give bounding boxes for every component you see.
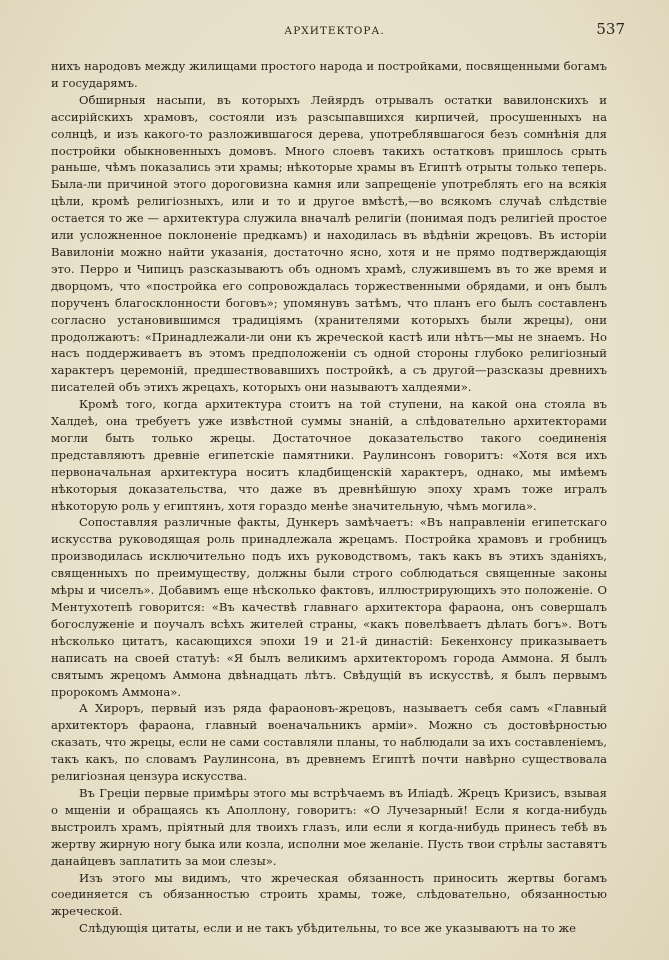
paragraph: Въ Греціи первые примѣры этого мы встрѣчаемъ въ Иліадѣ. Жрецъ Кризисъ, взывая о мщеніи и обращаясь къ Аполлону, говоритъ: «О Лучезарный! Если я когда-нибудь выстроилъ храмъ, пріятный для твоихъ глазъ, или если я когда-нибудь принесъ тебѣ въ жертву жирную ногу быка или козла, исполни мое желаніе. Пусть твои стрѣлы заставятъ данайцевъ заплатить за мои слезы». [51, 785, 607, 868]
paragraph: Кромѣ того, когда архитектура стоитъ на той ступени, на какой она стояла въ Халдеѣ, она требуетъ уже извѣстной суммы знаній, а слѣдовательно архитекторами могли быть только жрецы. Достаточное доказательство такого соединенія представляютъ древніе египетскіе памятники. Раулинсонъ говоритъ: «Хотя вся ихъ первоначальная архитектура носитъ кладбищенскій характеръ, однако, мы имѣемъ нѣкоторыя доказательства, что даже въ древнѣйшую эпоху храмъ тоже игралъ нѣкоторую роль у египтянъ, хотя гораздо менѣе значительную, чѣмъ могила». [51, 397, 607, 513]
paragraph-continued: нихъ народовъ между жилищами простого народа и постройками, посвященными богамъ и государямъ. [51, 59, 607, 90]
paragraph: Сопоставляя различные факты, Дункеръ замѣчаетъ: «Въ направленіи египетскаго искусства руководящая роль принадлежала жрецамъ. Постройка храмовъ и гробницъ производилась исключительно подъ ихъ руководствомъ, такъ какъ въ этихъ зданіяхъ, священныхъ по преимуществу, должны были строго соблюдаться священные законы мѣры и чиселъ». Добавимъ еще нѣсколько фактовъ, иллюстрирующихъ это положеніе. О Ментухотепѣ говорится: «Въ качествѣ главнаго архитектора фараона, онъ совершалъ богослуженіе и поучалъ всѣхъ жителей страны, «какъ повелѣваетъ дѣлать богъ». Вотъ нѣсколько цитатъ, касающихся эпохи 19 и 21-й династій: Бекенхонсу приказываетъ написать на своей статуѣ: «Я былъ великимъ архитекторомъ города Аммона. Я былъ святымъ жрецомъ Аммона двѣнадцать лѣтъ. Свѣдущій въ искусствѣ, я былъ первымъ пророкомъ Аммона». [51, 515, 607, 699]
page-header [40, 20, 629, 44]
paragraph: Слѣдующія цитаты, если и не такъ убѣдительны, то все же указываютъ на то же [79, 921, 577, 936]
paragraph: Изъ этого мы видимъ, что жреческая обязанность приносить жертвы богамъ соединяется съ обязанностью строить храмы, тоже, слѣдовательно, обязанностью жреческой. [51, 870, 607, 919]
body-text [51, 58, 607, 937]
paragraph: А Хироръ, первый изъ ряда фараоновъ-жрецовъ, называетъ себя самъ «Главный архитекторъ фараона, главный военачальникъ арміи». Можно съ достовѣрностью сказать, что жрецы, если не сами составляли планы, то наблюдали за ихъ составленіемъ, такъ какъ, по словамъ Раулинсона, въ древнемъ Египтѣ почти навѣрно существовала религіозная цензура искусства. [51, 701, 607, 784]
page-number: 537 [596, 20, 625, 38]
paragraph: Обширныя насыпи, въ которыхъ Лейярдъ отрывалъ остатки вавилонскихъ и ассирійскихъ храмовъ, состояли изъ разсыпавшихся кирпичей, просушенныхъ на солнцѣ, и изъ какого-то разложившагося дерева, употреблявшагося безъ сомнѣнія для постройки обыкновенныхъ домовъ. Много слоевъ такихъ остатковъ пришлось срыть раньше, чѣмъ показались эти храмы; нѣкоторые храмы въ Египтѣ отрыты только теперь. Была-ли причиной этого дороговизна камня или запрещеніе употреблять его на всякія цѣли, кромѣ религіозныхъ, или и то и другое вмѣстѣ,—во всякомъ случаѣ слѣдствіе остается то же — архитектура служила вначалѣ религіи (понимая подъ религіей простое или усложненное поклоненіе предкамъ) и находилась въ вѣдѣніи жрецовъ. Въ исторіи Вавилоніи можно найти указанія, достаточно ясно, хотя и не прямо подтверждающія это. Перро и Чипицъ разсказываютъ объ одномъ храмѣ, служившемъ въ то же время и дворцомъ, что «постройка его сопровождалась торжественными обрядами, и онъ былъ порученъ благосклонности боговъ»; упомянувъ затѣмъ, что планъ его былъ составленъ согласно установившимся традиціямъ (хранителями которыхъ были жрецы), они продолжаютъ: «Принадлежали-ли они къ жреческой кастѣ или нѣтъ—мы не знаемъ. Но насъ поддерживаетъ въ этомъ предположеніи съ одной стороны глубоко религіозный характеръ церемоній, предшествовавшихъ постройкѣ, а съ другой—разсказы древнихъ писателей объ этихъ жрецахъ, которыхъ они называютъ халдеями». [51, 92, 607, 395]
running-title: АРХИТЕКТОРА. [284, 25, 385, 37]
